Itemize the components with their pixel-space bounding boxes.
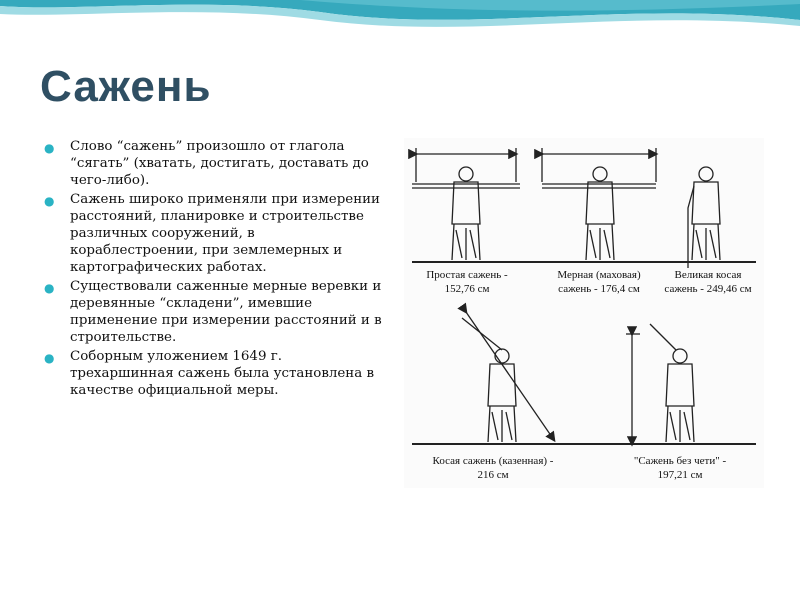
caption-line: сажень - 176,4 см (558, 283, 640, 295)
sazhen-illustration (404, 138, 764, 488)
bullet-text: Существовали саженные мерные веревки и деревянные “складени”, имевшие применение при измерении расстояний и в строительстве. (70, 279, 382, 345)
bullet-list (44, 138, 384, 401)
caption-simple-sazhen (412, 268, 522, 296)
bullet-text: Сажень широко применяли при измерении расстояний, планировке и строительстве различных сооружений, в кораблестроении, при землемерных и картографических работах. (70, 192, 380, 275)
bullet-icon: ● (44, 194, 55, 208)
bullet-icon: ● (44, 141, 55, 155)
header-wave-decoration (0, 0, 800, 60)
figure-mernaya-sazhen (542, 148, 656, 260)
sazhen-figures-drawing (404, 138, 764, 488)
list-item (44, 278, 384, 346)
caption-line: Великая косая (674, 269, 742, 281)
caption-line: Косая сажень (казенная) - (432, 455, 554, 467)
figure-kosaya-sazhen (462, 312, 554, 442)
list-item (44, 191, 384, 276)
figure-simple-sazhen (412, 148, 520, 260)
caption-sazhen-bez-cheti (610, 454, 750, 482)
caption-kosaya-sazhen (418, 454, 568, 482)
caption-mernaya-sazhen (538, 268, 660, 296)
list-item (44, 138, 384, 189)
bullet-text: Слово “сажень” произошло от глагола “сягать” (хватать, достигать, доставать до чего-либо). (70, 139, 369, 188)
caption-line: Мерная (маховая) (557, 269, 641, 281)
caption-line: сажень - 249,46 см (664, 283, 752, 295)
list-item (44, 348, 384, 399)
caption-line: "Сажень без чети" - (633, 455, 727, 467)
page-title: Сажень (40, 62, 212, 111)
caption-velikaya-kosaya-sazhen (654, 268, 762, 296)
bullet-icon: ● (44, 281, 55, 295)
caption-line: 216 см (477, 469, 509, 481)
figure-velikaya-kosaya-sazhen (688, 167, 720, 268)
caption-line: 197,21 см (657, 469, 703, 481)
caption-line: 152,76 см (444, 283, 490, 295)
figure-sazhen-bez-cheti (626, 324, 694, 444)
bullet-icon: ● (44, 351, 55, 365)
caption-line: Простая сажень - (426, 269, 508, 281)
bullet-text: Соборным уложением 1649 г. трехаршинная сажень была установлена в качестве официальной меры. (70, 349, 375, 398)
